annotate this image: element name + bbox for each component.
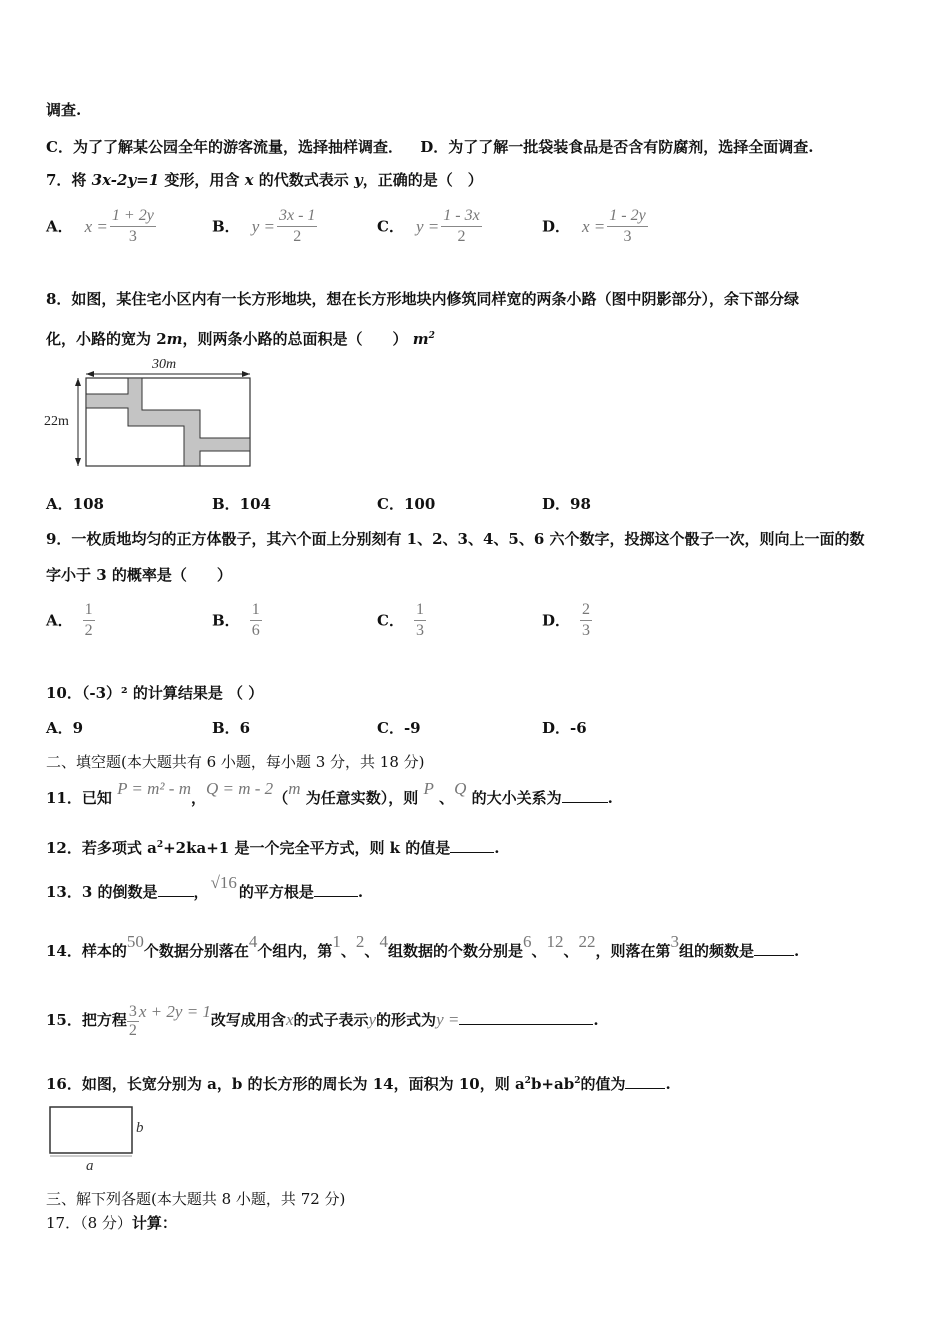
q11-var-q: Q (454, 779, 467, 798)
q16-exponent: 2 (524, 1076, 531, 1086)
fraction-denominator: 2 (457, 228, 466, 245)
answer-blank[interactable] (562, 788, 608, 803)
q8-part: 化，小路的宽为 2 (46, 330, 167, 348)
answer-blank[interactable] (459, 1010, 593, 1025)
option-c-line (46, 137, 813, 157)
q11-var-p: P (423, 779, 434, 798)
q8-part: ，则两条小路的总面积是（ ） (182, 330, 408, 348)
fraction-numerator: 1 - 2y (607, 206, 647, 227)
q9-option-b[interactable] (212, 600, 262, 641)
option-fraction (441, 206, 481, 247)
q15-part: 15．把方程 (46, 1011, 127, 1029)
q13-part: 13．3 的倒数是 (46, 883, 158, 901)
q17-part: 17．（8 分） (46, 1214, 132, 1232)
text-line: 调查. (46, 101, 82, 119)
option-label: C． (377, 611, 404, 630)
question-15 (46, 1000, 599, 1040)
fraction-denominator: 2 (84, 622, 93, 639)
question-12 (46, 835, 500, 858)
q14-part: ，则落在第 (595, 942, 671, 960)
q13-end: . (357, 883, 364, 901)
option-fraction (580, 600, 592, 641)
q16-part: 的值为 (580, 1075, 626, 1093)
q17-part: 计算： (131, 1214, 177, 1232)
option-label: D． (542, 611, 571, 630)
option-lhs: y = (251, 216, 275, 236)
answer-blank[interactable] (625, 1074, 665, 1089)
section-3-heading: 三、解下列各题(本大题共 8 小题，共 72 分) (46, 1190, 346, 1208)
q8-unit (413, 330, 435, 348)
option-lhs: y = (415, 216, 440, 236)
answer-blank[interactable] (450, 838, 494, 853)
q14-num: 22 (578, 932, 596, 951)
question-8-line1: 8．如图，某住宅小区内有一长方形地块，想在长方形地块内修筑同样宽的两条小路（图中阴影部分），余下部分绿 (46, 290, 799, 308)
q14-num: 6 (522, 932, 532, 951)
option-fraction (110, 206, 156, 247)
fraction-denominator: 6 (251, 622, 260, 639)
q14-num: 4 (248, 932, 258, 951)
q7-part: 变形，用含 (159, 171, 245, 189)
q13-part: ， (193, 883, 209, 901)
option-label: B． (212, 217, 240, 236)
option-label: C． (377, 217, 404, 236)
option-lhs: x = (582, 216, 606, 236)
rect-label-b: b (136, 1120, 144, 1136)
option-label: D． (542, 217, 571, 236)
q13-sqrt-expr: √16 (210, 873, 237, 892)
q11-part: （ (273, 789, 289, 807)
q7-option-c[interactable] (377, 206, 482, 247)
q7-option-a[interactable] (46, 206, 156, 247)
q14-part: 个数据分别落在 (143, 942, 249, 960)
q11-q-expr: Q = m - 2 (206, 779, 274, 798)
q14-num: 1 (332, 932, 341, 951)
q7-part: ，正确的是（ ） (362, 171, 483, 189)
question-11 (46, 779, 613, 808)
q7-var-y: y (354, 171, 363, 189)
q14-part: 、 (364, 942, 380, 960)
q14-part: 14．样本的 (46, 942, 127, 960)
q12-exponent: 2 (156, 840, 164, 850)
q7-option-b[interactable] (212, 206, 317, 247)
q14-part: 组的频数是 (679, 942, 755, 960)
q15-part: 的形式为 (376, 1011, 437, 1029)
q14-part: 、 (531, 942, 547, 960)
q7-option-d[interactable] (542, 206, 648, 247)
q11-part: ， (190, 789, 206, 807)
q10-option-d[interactable]: D．-6 (542, 719, 587, 737)
question-9-line2: 字小于 3 的概率是（ ） (46, 566, 232, 584)
q12-part: 12．若多项式 a (46, 839, 157, 857)
q8-unit-exp: 2 (428, 331, 435, 341)
q14-part: 、 (340, 942, 356, 960)
q14-num: 3 (670, 932, 679, 951)
rect-label-a: a (86, 1158, 94, 1174)
question-13 (46, 873, 364, 902)
question-17 (46, 1213, 177, 1233)
q11-part: 11．已知 (46, 789, 118, 807)
q11-part: 、 (433, 789, 455, 807)
q12-end: . (494, 839, 500, 857)
question-7-stem (46, 170, 483, 190)
q15-var-x: x (285, 1010, 294, 1029)
q14-num: 12 (546, 932, 564, 951)
q11-end: . (607, 789, 613, 807)
q8-unit-m: m (166, 330, 183, 348)
q14-part: 、 (563, 942, 579, 960)
option-lhs: x = (84, 216, 108, 236)
q8-option-a[interactable]: A．108 (46, 495, 104, 513)
q16-end: . (665, 1075, 671, 1093)
q11-part: 的大小关系为 (466, 789, 562, 807)
q12-part: +2ka+1 是一个完全平方式，则 k 的值是 (163, 839, 451, 857)
q14-part: 个组内，第 (257, 942, 333, 960)
q9-option-a[interactable] (46, 600, 95, 641)
fraction-denominator: 3 (128, 228, 137, 245)
q7-part: 7．将 (46, 171, 92, 189)
q15-lhs: y = (436, 1010, 460, 1029)
question-9-line1: 9．一枚质地均匀的正方体骰子，其六个面上分别刻有 1、2、3、4、5、6 六个数字，投掷这个骰子一次，则向上一面的数 (46, 530, 865, 548)
q15-var-y: y (368, 1010, 377, 1029)
fraction-denominator: 3 (623, 228, 632, 245)
q11-p-expr: P = m² - m (117, 779, 191, 798)
option-fraction (414, 600, 426, 641)
fraction-numerator: 1 - 3x (441, 206, 481, 227)
q16-part: b+ab (530, 1075, 575, 1093)
answer-blank[interactable] (158, 882, 194, 897)
option-fraction (250, 600, 262, 641)
q16-exponent: 2 (574, 1076, 581, 1086)
option-d-text: D．为了了解一批袋装食品是否含有防腐剂，选择全面调查. (420, 138, 814, 156)
rectangle-figure (46, 1104, 156, 1174)
q15-part: 的式子表示 (293, 1011, 369, 1029)
question-16 (46, 1071, 671, 1094)
fraction-denominator: 2 (293, 228, 302, 245)
option-c-text: C．为了了解某公园全年的游客流量，选择抽样调查． (46, 138, 403, 156)
q11-part: 为任意实数），则 (300, 789, 424, 807)
q15-part: 改写成用含 (210, 1011, 286, 1029)
road-shaded (86, 378, 250, 466)
q14-end: . (794, 942, 800, 960)
q7-var-x: x (244, 171, 254, 189)
figure-height-label: 22m (44, 414, 69, 429)
figure-width-label: 30m (152, 357, 177, 372)
q10-option-b[interactable]: B．6 (212, 719, 251, 737)
option-label: A． (46, 611, 73, 630)
fraction-numerator: 1 (250, 600, 262, 621)
q15-fraction (127, 1003, 139, 1040)
road-figure (44, 352, 264, 477)
q11-var-m: m (288, 779, 301, 798)
q14-num: 4 (379, 932, 388, 951)
fraction-denominator: 3 (415, 622, 424, 639)
q10-option-c[interactable]: C．-9 (377, 719, 421, 737)
q14-num: 2 (355, 932, 365, 951)
answer-blank[interactable] (314, 882, 358, 897)
q9-option-c[interactable] (377, 600, 426, 641)
q10-option-a[interactable]: A．9 (46, 719, 84, 737)
fraction-denominator: 3 (582, 622, 591, 639)
option-label: A． (46, 217, 73, 236)
fraction-numerator: 1 (83, 600, 95, 621)
option-fraction (607, 206, 647, 247)
q15-fraction-den: 2 (128, 1021, 137, 1039)
q14-part: 组数据的个数分别是 (387, 942, 523, 960)
q8-unit-base: m (412, 330, 429, 348)
question-10-stem: 10．（-3）² 的计算结果是 （ ） (46, 684, 264, 702)
fraction-numerator: 3x - 1 (277, 206, 317, 227)
section-2-heading: 二、填空题(本大题共有 6 小题，每小题 3 分，共 18 分) (46, 753, 425, 771)
q16-part: 16．如图，长宽分别为 a，b 的长方形的周长为 14，面积为 10，则 a (46, 1075, 525, 1093)
q14-num: 50 (126, 932, 144, 951)
fraction-numerator: 2 (580, 600, 592, 621)
q15-end: . (593, 1011, 599, 1029)
option-label: B． (212, 611, 240, 630)
q8-option-d[interactable]: D．98 (542, 495, 591, 513)
q15-fraction-num: 3 (128, 1002, 137, 1020)
fraction-numerator: 1 (414, 600, 426, 621)
q8-option-b[interactable]: B．104 (212, 495, 271, 513)
q9-option-d[interactable] (542, 600, 592, 641)
fraction-numerator: 1 + 2y (110, 206, 156, 227)
q8-option-c[interactable]: C．100 (377, 495, 436, 513)
q15-equation: x + 2y = 1 (138, 1002, 211, 1021)
q7-equation: 3x-2y=1 (91, 171, 160, 189)
q7-part: 的代数式表示 (253, 171, 355, 189)
answer-blank[interactable] (754, 941, 794, 956)
option-fraction (277, 206, 317, 247)
question-14 (46, 932, 800, 961)
option-fraction (83, 600, 95, 641)
question-8-line2 (46, 326, 435, 349)
q13-part: 的平方根是 (238, 883, 314, 901)
